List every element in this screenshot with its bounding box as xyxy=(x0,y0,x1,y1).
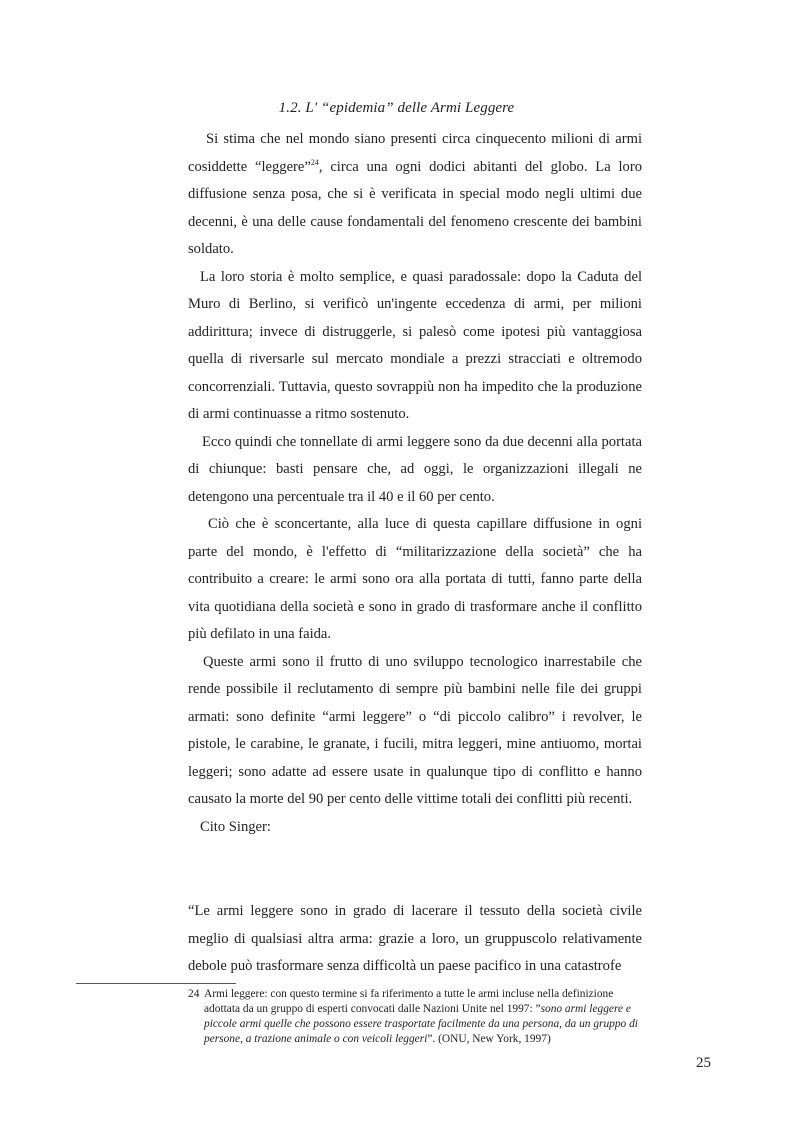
paragraph: Ecco quindi che tonnellate di armi leggere sono da due decenni alla portata di chiunque: basti pensare che, ad oggi, le organizzazioni illegali ne detengono una percentuale tra il 40 e il 60 per cento. xyxy=(188,433,642,505)
paragraph: La loro storia è molto semplice, e quasi paradossale: dopo la Caduta del Muro di Berlino, si verificò un'ingente eccedenza di armi, per milioni addirittura; invece di distruggerle, si palesò come ipotesi più vantaggiosa quella di riversarle sul mercato mondiale a prezzi stracciati e oltremodo concorrenziali. Tuttavia, questo sovrappiù non ha impedito che la produzione di armi continuasse a ritmo sostenuto. xyxy=(188,268,642,422)
paragraph: Cito Singer: xyxy=(200,818,271,835)
section-heading: 1.2. L' “epidemia” delle Armi Leggere xyxy=(278,100,515,116)
footnote-reference[interactable]: 24 xyxy=(310,157,319,167)
block-quote: “Le armi leggere sono in grado di lacerare il tessuto della società civile meglio di qualsiasi altra arma: grazie a loro, un gruppuscolo relativamente debole può trasformare senza difficoltà un paese pacifico in una catastrofe xyxy=(188,903,642,974)
footnote-quote: sono armi leggere e piccole armi quelle che possono essere trasportate facilmente da una persona, da un gruppo di persone, a trazione animale o con veicoli leggeri xyxy=(204,1003,638,1045)
footnote xyxy=(188,987,648,1047)
paragraph: Queste armi sono il frutto di uno sviluppo tecnologico inarrestabile che rende possibile il reclutamento di sempre più bambini nelle file dei gruppi armati: sono definite “armi leggere” o “di piccolo calibro” i revolver, le pistole, le carabine, le granate, i fucili, mitra leggeri, mine antiuomo, mortai leggeri; sono adatte ad essere usate in qualunque tipo di conflitto e hanno causato la morte del 90 per cento delle vittime totali dei conflitti più recenti. xyxy=(188,653,642,807)
footnote-text-part: ”. (ONU, New York, 1997) xyxy=(427,1033,551,1045)
paragraph: Ciò che è sconcertante, alla luce di questa capillare diffusione in ogni parte del mondo, è l'effetto di “militarizzazione della società” che ha contribuito a creare: le armi sono ora alla portata di tutti, fanno parte della vita quotidiana della società e sono in grado di trasformare anche il conflitto più defilato in una faida. xyxy=(188,516,642,642)
paragraph xyxy=(188,126,642,264)
footnote-number: 24 xyxy=(188,988,200,1000)
footnote-text xyxy=(188,987,648,1047)
footnote-divider xyxy=(76,983,236,984)
body-text xyxy=(188,126,642,841)
footnote-text-part: Armi leggere: con questo termine si fa riferimento a tutte le armi incluse nella definizione adottata da un gruppo di esperti convocati dalle Nazioni Unite nel 1997: ” xyxy=(204,988,614,1015)
page-number: 25 xyxy=(696,1055,711,1071)
paragraph-text: Si stima che nel mondo siano presenti circa cinquecento milioni di armi cosiddette “leggere” xyxy=(188,131,642,175)
paragraph-text: , circa una ogni dodici abitanti del globo. La loro diffusione senza posa, che si è verificata in special modo negli ultimi due decenni, è una delle cause fondamentali del fenomeno crescente dei bambini soldato. xyxy=(188,158,642,257)
